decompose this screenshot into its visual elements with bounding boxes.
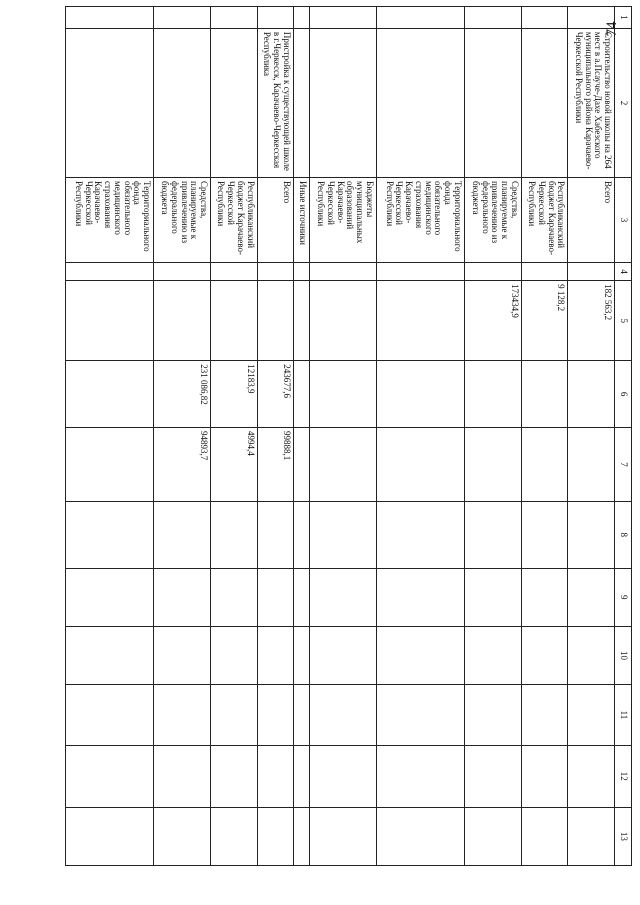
column-13-cell: [257, 807, 293, 865]
column-7-cell: [293, 427, 309, 501]
row-number-cell: [211, 7, 258, 29]
column-9-cell: [464, 568, 521, 626]
column-12-cell: [154, 745, 211, 807]
header-cell: 10: [615, 626, 632, 684]
column-5-cell: [376, 281, 464, 361]
object-name-cell: Строительство новой школы на 264 мест в а.Псауче-Дахе Хабезского муниципального района Карачаево-Черкесской Республики: [568, 28, 615, 177]
column-13-cell: [568, 807, 615, 865]
table-row: [464, 7, 521, 866]
column-7-cell: [464, 427, 521, 501]
column-12-cell: [211, 745, 258, 807]
header-cell: 6: [615, 361, 632, 428]
column-11-cell: [568, 685, 615, 746]
header-cell: 1: [615, 7, 632, 29]
column-7-cell: 99888,1: [257, 427, 293, 501]
column-8-cell: [521, 501, 568, 568]
document-table: [65, 6, 632, 866]
column-6-cell: 243677,6: [257, 361, 293, 428]
column-13-cell: [211, 807, 258, 865]
column-5-cell: [257, 281, 293, 361]
column-7-cell: [376, 427, 464, 501]
column-9-cell: [211, 568, 258, 626]
column-9-cell: [568, 568, 615, 626]
column-11-cell: [309, 685, 376, 746]
column-12-cell: [257, 745, 293, 807]
row-number-cell: [309, 7, 376, 29]
column-13-cell: [521, 807, 568, 865]
column-10-cell: [464, 626, 521, 684]
column-9-cell: [309, 568, 376, 626]
row-number-cell: [568, 7, 615, 29]
table-row: [66, 7, 154, 866]
column-10-cell: [293, 626, 309, 684]
table-row: [154, 7, 211, 866]
column-9-cell: [293, 568, 309, 626]
column-9-cell: [521, 568, 568, 626]
column-12-cell: [464, 745, 521, 807]
column-13-cell: [309, 807, 376, 865]
header-cell: 11: [615, 685, 632, 746]
column-11-cell: [154, 685, 211, 746]
column-4-cell: [257, 262, 293, 280]
column-5-cell: [154, 281, 211, 361]
header-cell: 5: [615, 281, 632, 361]
column-6-cell: [568, 361, 615, 428]
column-11-cell: [257, 685, 293, 746]
column-4-cell: [211, 262, 258, 280]
column-10-cell: [521, 626, 568, 684]
header-cell: 8: [615, 501, 632, 568]
rotated-table-shell: [65, 6, 632, 866]
column-7-cell: [309, 427, 376, 501]
column-5-cell: 9 128,2: [521, 281, 568, 361]
column-4-cell: [66, 262, 154, 280]
column-9-cell: [376, 568, 464, 626]
column-7-cell: 94893,7: [154, 427, 211, 501]
column-5-cell: [66, 281, 154, 361]
row-number-cell: [521, 7, 568, 29]
table-row: [568, 7, 615, 866]
source-cell: Средства, планируемые к привлечению из федерального бюджета: [464, 178, 521, 263]
source-cell: Республиканский бюджет Карачаево-Черкесской Республики: [211, 178, 258, 263]
column-10-cell: [154, 626, 211, 684]
object-name-cell: [66, 28, 154, 177]
column-10-cell: [66, 626, 154, 684]
object-name-cell: [376, 28, 464, 177]
column-9-cell: [66, 568, 154, 626]
column-5-cell: [211, 281, 258, 361]
table-row: [257, 7, 293, 866]
row-number-cell: [257, 7, 293, 29]
column-6-cell: [66, 361, 154, 428]
source-cell: Всего: [257, 178, 293, 263]
column-12-cell: [293, 745, 309, 807]
column-5-cell: 182 563,2: [568, 281, 615, 361]
column-5-cell: [309, 281, 376, 361]
column-8-cell: [309, 501, 376, 568]
column-9-cell: [154, 568, 211, 626]
column-9-cell: [257, 568, 293, 626]
header-cell: 12: [615, 745, 632, 807]
column-6-cell: [464, 361, 521, 428]
column-8-cell: [257, 501, 293, 568]
column-12-cell: [66, 745, 154, 807]
column-6-cell: [293, 361, 309, 428]
row-number-cell: [293, 7, 309, 29]
column-10-cell: [257, 626, 293, 684]
column-11-cell: [66, 685, 154, 746]
object-name-cell: [521, 28, 568, 177]
column-6-cell: 12183,9: [211, 361, 258, 428]
column-11-cell: [211, 685, 258, 746]
column-7-cell: [568, 427, 615, 501]
object-name-cell: [211, 28, 258, 177]
column-7-cell: 4994,4: [211, 427, 258, 501]
column-8-cell: [568, 501, 615, 568]
column-12-cell: [521, 745, 568, 807]
column-10-cell: [376, 626, 464, 684]
column-8-cell: [376, 501, 464, 568]
column-6-cell: [309, 361, 376, 428]
column-8-cell: [464, 501, 521, 568]
header-cell: 2: [615, 28, 632, 177]
column-5-cell: 173434,9: [464, 281, 521, 361]
source-cell: Всего: [568, 178, 615, 263]
column-8-cell: [154, 501, 211, 568]
source-cell: Территориального фонда обязательного медицинского страхования Карачаево-Черкесской Республики: [66, 178, 154, 263]
object-name-cell: Пристройка к существующей школе в г.Черкесск, Карачаево-Черкесская Республика: [257, 28, 293, 177]
column-11-cell: [293, 685, 309, 746]
source-cell: Республиканский бюджет Карачаево-Черкесской Республики: [521, 178, 568, 263]
object-name-cell: [293, 28, 309, 177]
header-cell: 13: [615, 807, 632, 865]
header-cell: 9: [615, 568, 632, 626]
column-10-cell: [211, 626, 258, 684]
header-cell: 3: [615, 178, 632, 263]
source-cell: Средства, планируемые к привлечению из федерального бюджета: [154, 178, 211, 263]
column-11-cell: [521, 685, 568, 746]
header-cell: 4: [615, 262, 632, 280]
header-cell: 7: [615, 427, 632, 501]
column-10-cell: [568, 626, 615, 684]
row-number-cell: [464, 7, 521, 29]
object-name-cell: [309, 28, 376, 177]
table-row: [309, 7, 376, 866]
column-8-cell: [66, 501, 154, 568]
column-4-cell: [376, 262, 464, 280]
column-7-cell: [521, 427, 568, 501]
column-10-cell: [309, 626, 376, 684]
column-6-cell: 231 086,82: [154, 361, 211, 428]
column-13-cell: [293, 807, 309, 865]
row-number-cell: [154, 7, 211, 29]
column-5-cell: [293, 281, 309, 361]
object-name-cell: [154, 28, 211, 177]
column-11-cell: [376, 685, 464, 746]
table-row: [376, 7, 464, 866]
column-8-cell: [293, 501, 309, 568]
source-cell: Иные источники: [293, 178, 309, 263]
rotated-table: [65, 6, 632, 866]
column-8-cell: [211, 501, 258, 568]
column-4-cell: [464, 262, 521, 280]
source-cell: Бюджеты муниципальных образований Карачаево-Черкесской Республики: [309, 178, 376, 263]
column-4-cell: [309, 262, 376, 280]
table-row: [521, 7, 568, 866]
column-13-cell: [464, 807, 521, 865]
source-cell: Территориального фонда обязательного медицинского страхования Карачаево-Черкесской Республики: [376, 178, 464, 263]
row-number-cell: [376, 7, 464, 29]
column-6-cell: [521, 361, 568, 428]
table-row: [211, 7, 258, 866]
column-12-cell: [309, 745, 376, 807]
column-13-cell: [376, 807, 464, 865]
column-13-cell: [154, 807, 211, 865]
object-name-cell: [464, 28, 521, 177]
table-row: [293, 7, 309, 866]
row-number-cell: [66, 7, 154, 29]
column-4-cell: [154, 262, 211, 280]
column-4-cell: [521, 262, 568, 280]
column-4-cell: [568, 262, 615, 280]
column-12-cell: [568, 745, 615, 807]
page-number: 74: [604, 21, 620, 37]
header-row: [615, 7, 632, 866]
column-6-cell: [376, 361, 464, 428]
column-7-cell: [66, 427, 154, 501]
column-13-cell: [66, 807, 154, 865]
column-4-cell: [293, 262, 309, 280]
column-12-cell: [376, 745, 464, 807]
column-11-cell: [464, 685, 521, 746]
